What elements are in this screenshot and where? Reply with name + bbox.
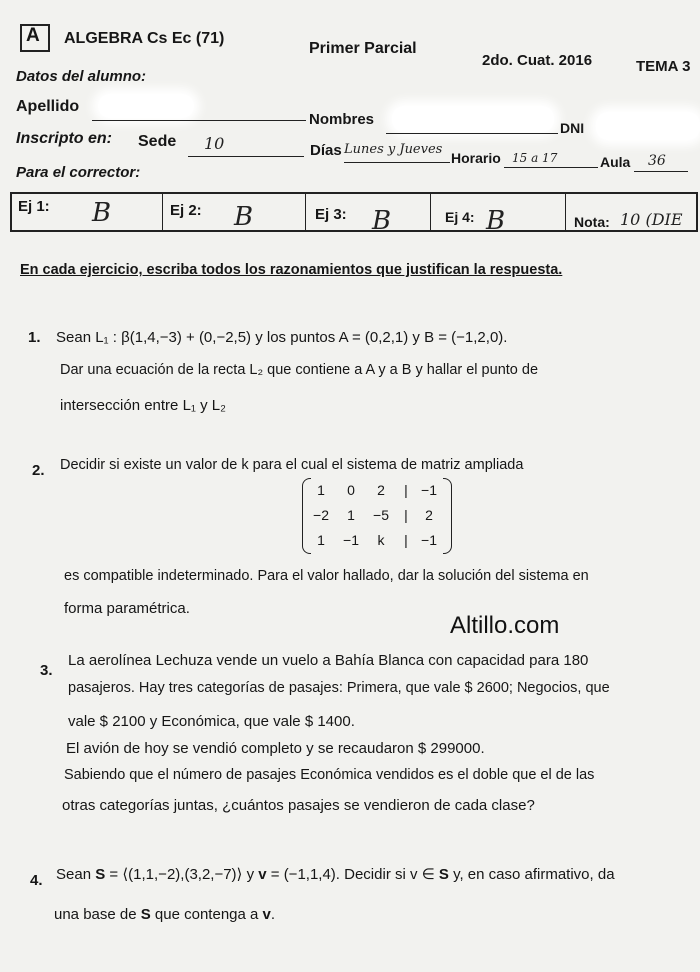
apellido-underline <box>92 120 306 121</box>
matrix-cell: 2 <box>377 482 385 498</box>
sede-value: 10 <box>204 134 225 153</box>
dias-underline <box>344 162 450 163</box>
exam-title: Primer Parcial <box>309 40 417 57</box>
matrix-cell: | <box>404 507 408 523</box>
q4-line1 <box>56 866 615 884</box>
q4-vector-v: v <box>258 866 267 883</box>
q1-line3: intersección entre L₁ y L₂ <box>60 397 226 414</box>
q4-text: y, en caso afirmativo, da <box>448 866 615 883</box>
nombres-label: Nombres <box>309 111 375 128</box>
tema-letter: A <box>26 25 40 46</box>
ej2-label: Ej 2: <box>170 202 202 219</box>
matrix-cell: 2 <box>425 507 433 523</box>
matrix-cell: −1 <box>421 482 437 498</box>
q4-line2 <box>54 906 275 924</box>
horario-value: 15 a 17 <box>512 151 558 165</box>
ej3-label: Ej 3: <box>315 206 347 223</box>
nota-value: 10 (DIE <box>620 210 683 229</box>
ej4-label: Ej 4: <box>445 209 475 225</box>
q3-line4: El avión de hoy se vendió completo y se recaudaron $ 299000. <box>66 740 485 757</box>
matrix-cell: 1 <box>347 507 355 523</box>
horario-underline <box>504 167 598 168</box>
apellido-label: Apellido <box>16 98 80 115</box>
student-data-heading: Datos del alumno: <box>16 68 147 85</box>
q3-line2: pasajeros. Hay tres categorías de pasajes: Primera, que vale $ 2600; Negocios, que <box>68 680 610 696</box>
inscripto-label: Inscripto en: <box>16 130 113 147</box>
q4-text: = ⟨(1,1,−2),(3,2,−7)⟩ y <box>105 866 259 883</box>
aula-underline <box>634 171 688 172</box>
q4-set-s: S <box>140 906 151 923</box>
tema-label: TEMA 3 <box>636 58 691 75</box>
q2-line2: es compatible indeterminado. Para el valor hallado, dar la solución del sistema en <box>64 568 589 584</box>
matrix-cell: | <box>404 532 408 548</box>
q2-line1: Decidir si existe un valor de k para el cual el sistema de matriz ampliada <box>60 457 524 473</box>
instruction-text: En cada ejercicio, escriba todos los razonamientos que justifican la respuesta. <box>20 262 563 278</box>
ej1-grade: B <box>92 198 112 228</box>
nombres-redaction <box>392 106 554 132</box>
matrix-cell: −5 <box>373 507 389 523</box>
q4-text: Sean <box>56 866 96 883</box>
matrix-cell: k <box>377 532 385 548</box>
q3-line5: Sabiendo que el número de pasajes Económica vendidos es el doble que el de las <box>64 767 595 783</box>
ej4-grade: B <box>486 206 506 236</box>
term-label: 2do. Cuat. 2016 <box>482 52 593 69</box>
matrix-cell: 1 <box>317 482 325 498</box>
q3-line3: vale $ 2100 y Económica, que vale $ 1400. <box>68 713 355 730</box>
ej2-grade: B <box>234 202 254 232</box>
watermark-text: Altillo.com <box>450 612 560 639</box>
horario-label: Horario <box>451 150 501 166</box>
ej1-label: Ej 1: <box>18 198 50 215</box>
ej3-grade: B <box>372 206 392 236</box>
matrix-cell: −1 <box>343 532 359 548</box>
course-title: ALGEBRA Cs Ec (71) <box>64 30 225 47</box>
q4-text: = (−1,1,4). Decidir si v ∈ <box>266 866 439 883</box>
dias-label: Días <box>310 142 342 159</box>
q4-text: . <box>270 906 276 923</box>
dni-redaction <box>596 112 700 140</box>
matrix-cell: −1 <box>421 532 437 548</box>
q2-line3: forma paramétrica. <box>64 600 190 617</box>
nota-label: Nota: <box>574 214 610 230</box>
q4-text: que contenga a <box>150 906 263 923</box>
q4-set-s: S <box>438 866 449 883</box>
q4-set-s: S <box>95 866 106 883</box>
augmented-matrix <box>302 478 452 552</box>
q3-line6: otras categorías juntas, ¿cuántos pasajes se vendieron de cada clase? <box>62 797 535 814</box>
q3-number: 3. <box>40 662 53 679</box>
corrector-label: Para el corrector: <box>16 164 141 181</box>
matrix-cell: | <box>404 482 408 498</box>
q2-number: 2. <box>32 462 45 479</box>
q4-vector-v: v <box>262 906 271 923</box>
dias-value: Lunes y Jueves <box>344 142 443 157</box>
q4-text: una base de <box>54 906 141 923</box>
sede-label: Sede <box>138 133 177 150</box>
aula-label: Aula <box>600 154 631 170</box>
q1-number: 1. <box>28 329 41 346</box>
apellido-redaction <box>98 94 194 118</box>
q1-line1: Sean L₁ : β(1,4,−3) + (0,−2,5) y los puntos A = (0,2,1) y B = (−1,2,0). <box>56 329 508 346</box>
matrix-cell: 1 <box>317 532 325 548</box>
q1-line2: Dar una ecuación de la recta L₂ que contiene a A y a B y hallar el punto de <box>60 362 539 378</box>
q4-number: 4. <box>30 872 43 889</box>
dni-label: DNI <box>560 120 585 136</box>
sede-underline <box>188 156 304 157</box>
aula-value: 36 <box>648 153 666 169</box>
matrix-cell: −2 <box>313 507 329 523</box>
nombres-underline <box>386 133 558 134</box>
q3-line1: La aerolínea Lechuza vende un vuelo a Bahía Blanca con capacidad para 180 <box>68 652 589 669</box>
matrix-cell: 0 <box>347 482 355 498</box>
